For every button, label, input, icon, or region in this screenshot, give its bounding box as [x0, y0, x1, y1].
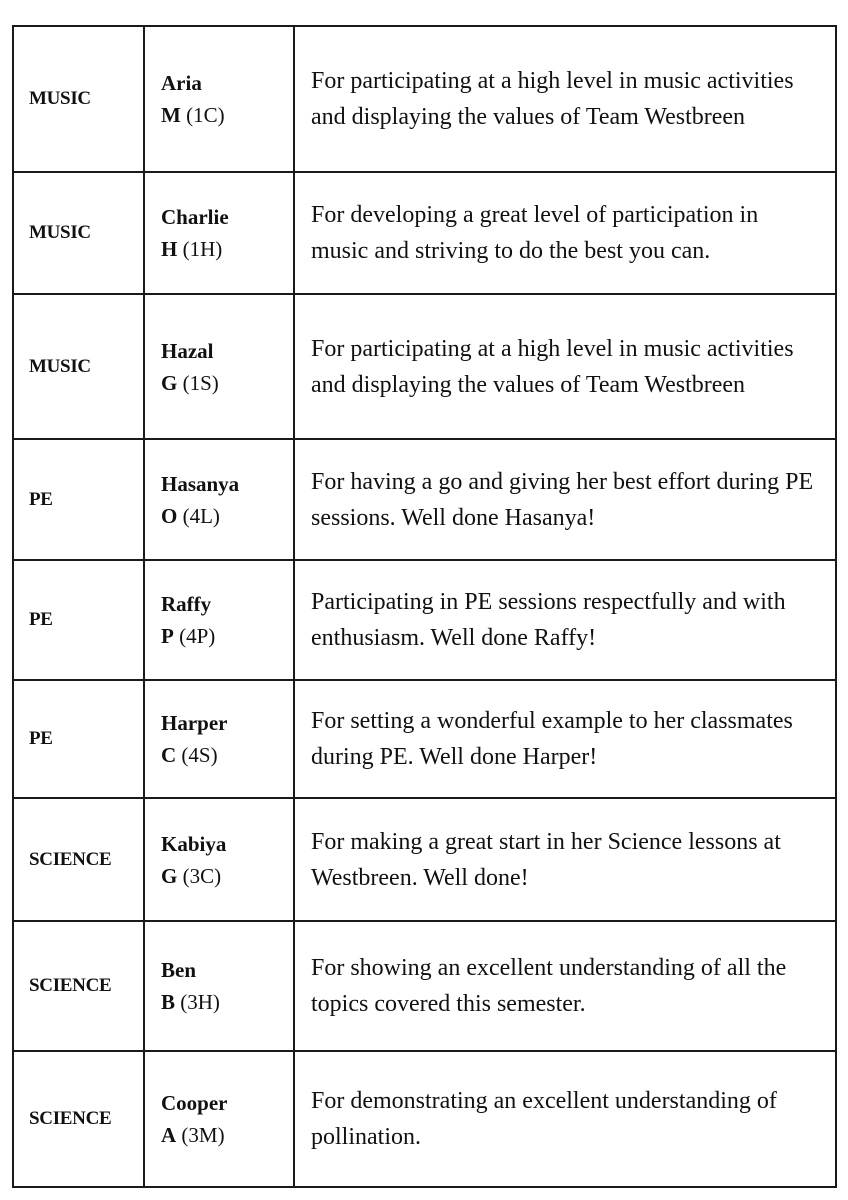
subject-cell: PE: [13, 439, 144, 560]
student-surname-initial: H: [161, 237, 178, 261]
table-row: [13, 798, 836, 921]
student-first-name: Cooper: [161, 1091, 228, 1115]
student-name-cell: [144, 1051, 294, 1187]
subject-cell: MUSIC: [13, 294, 144, 439]
student-name-cell: [144, 680, 294, 798]
table-row: [13, 680, 836, 798]
student-first-name: Harper: [161, 711, 228, 735]
student-first-name: Kabiya: [161, 831, 227, 856]
subject-cell: PE: [13, 680, 144, 798]
student-surname-initial: B: [161, 990, 176, 1014]
student-surname-initial: C: [161, 743, 177, 767]
student-first-name: Charlie: [161, 205, 229, 229]
award-reason: For setting a wonderful example to her classmates during PE. Well done Harper!: [294, 680, 836, 798]
student-class: (3C): [182, 863, 222, 888]
subject-cell: PE: [13, 560, 144, 680]
student-class: (1H): [182, 237, 223, 261]
award-reason: For making a great start in her Science lessons at Westbreen. Well done!: [294, 798, 836, 921]
student-name-cell: [144, 294, 294, 439]
table-row: [13, 921, 836, 1051]
student-class: (3M): [181, 1123, 225, 1147]
subject-cell: MUSIC: [13, 172, 144, 294]
subject-cell: SCIENCE: [13, 921, 144, 1051]
subject-cell: SCIENCE: [13, 1051, 144, 1187]
student-first-name: Hasanya: [161, 471, 240, 496]
table-row: [13, 294, 836, 439]
student-surname-initial: P: [161, 624, 174, 648]
subject-cell: SCIENCE: [13, 798, 144, 921]
student-surname-initial: A: [161, 1123, 177, 1147]
award-reason: For having a go and giving her best effort during PE sessions. Well done Hasanya!: [294, 439, 836, 560]
student-first-name: Aria: [161, 71, 202, 95]
table-row: [13, 1051, 836, 1187]
award-reason: Participating in PE sessions respectfully and with enthusiasm. Well done Raffy!: [294, 560, 836, 680]
student-class: (3H): [180, 990, 220, 1014]
student-surname-initial: O: [161, 503, 178, 528]
student-surname-initial: M: [161, 103, 181, 127]
table-row: [13, 172, 836, 294]
table-row: [13, 560, 836, 680]
student-surname-initial: G: [161, 370, 178, 395]
award-reason: For showing an excellent understanding of all the topics covered this semester.: [294, 921, 836, 1051]
student-class: (4S): [181, 743, 218, 767]
award-reason: For demonstrating an excellent understanding of pollination.: [294, 1051, 836, 1187]
student-name-cell: [144, 798, 294, 921]
student-name-cell: [144, 26, 294, 172]
student-name-cell: [144, 921, 294, 1051]
student-first-name: Hazal: [161, 338, 214, 363]
subject-cell: MUSIC: [13, 26, 144, 172]
student-first-name: Ben: [161, 958, 197, 982]
table-row: [13, 439, 836, 560]
student-name-cell: [144, 172, 294, 294]
awards-table: [12, 25, 837, 1188]
student-name-cell: [144, 439, 294, 560]
table-row: [13, 26, 836, 172]
student-class: (1C): [186, 103, 225, 127]
student-surname-initial: G: [161, 863, 178, 888]
student-class: (4L): [182, 503, 220, 528]
student-class: (1S): [182, 370, 219, 395]
student-name-cell: [144, 560, 294, 680]
award-reason: For participating at a high level in music activities and displaying the values of Team Westbreen: [294, 26, 836, 172]
student-class: (4P): [179, 624, 216, 648]
student-first-name: Raffy: [161, 592, 212, 616]
award-reason: For developing a great level of participation in music and striving to do the best you can.: [294, 172, 836, 294]
award-reason: For participating at a high level in music activities and displaying the values of Team Westbreen: [294, 294, 836, 439]
